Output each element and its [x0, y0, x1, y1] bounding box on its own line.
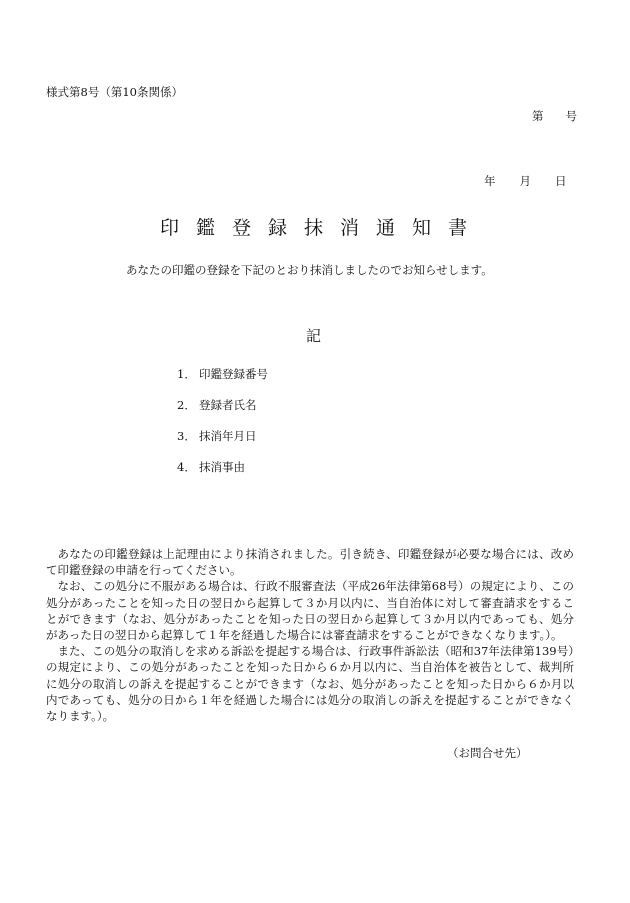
document-number [532, 108, 577, 124]
ki-heading: 記 [306, 327, 322, 345]
doc-number-go: 号 [565, 109, 577, 123]
form-number: 様式第8号（第10条関係） [46, 85, 183, 99]
list-item [177, 460, 268, 491]
paragraph-lawsuit: また、この処分の取消しを求める訴訟を提起する場合は、行政事件訴訟法（昭和37年法律第139号）の規定により、この処分があったことを知った日から６か月以内に、当自治体を被告として、裁判所に処分の取消しの訴えを提起することができます（なお、処分があったことを知った日から６か月以内であっても、処分の日から１年を経過した場合には処分の取消しの訴えを提起することができなくなります。）。 [46, 644, 574, 724]
item-label: 抹消年月日 [199, 429, 257, 443]
intro-sentence: あなたの印鑑の登録を下記のとおり抹消しましたのでお知らせします。 [126, 263, 493, 277]
doc-number-dai: 第 [532, 109, 544, 123]
notice-body [46, 546, 574, 724]
item-list [177, 367, 268, 491]
list-item [177, 429, 268, 460]
paragraph-reregistration: あなたの印鑑登録は上記理由により抹消されました。引き続き、印鑑登録が必要な場合には、改めて印鑑登録の申請を行ってください。 [46, 547, 574, 578]
item-number: 3． [177, 429, 196, 443]
date-day: 日 [555, 174, 567, 188]
list-item [177, 367, 268, 398]
date-year: 年 [484, 174, 496, 188]
date-month: 月 [519, 174, 531, 188]
contact-label: （お問合せ先） [447, 746, 528, 760]
item-label: 印鑑登録番号 [199, 367, 268, 381]
document-title: 印鑑登録抹消通知書 [160, 217, 485, 239]
issue-date [484, 173, 567, 189]
item-label: 抹消事由 [199, 460, 245, 474]
list-item [177, 398, 268, 429]
item-number: 2． [177, 398, 196, 412]
item-label: 登録者氏名 [199, 398, 257, 412]
item-number: 1． [177, 367, 196, 381]
paragraph-appeal: なお、この処分に不服がある場合は、行政不服審査法（平成26年法律第68号）の規定により、この処分があったことを知った日の翌日から起算して３か月以内に、当自治体に対して審査請求をすることができます（なお、処分があったことを知った日の翌日から起算して３か月以内であっても、処分があった日の翌日から起算して１年を経過した場合には審査請求をすることができなくなります。）。 [46, 579, 574, 643]
item-number: 4． [177, 460, 196, 474]
